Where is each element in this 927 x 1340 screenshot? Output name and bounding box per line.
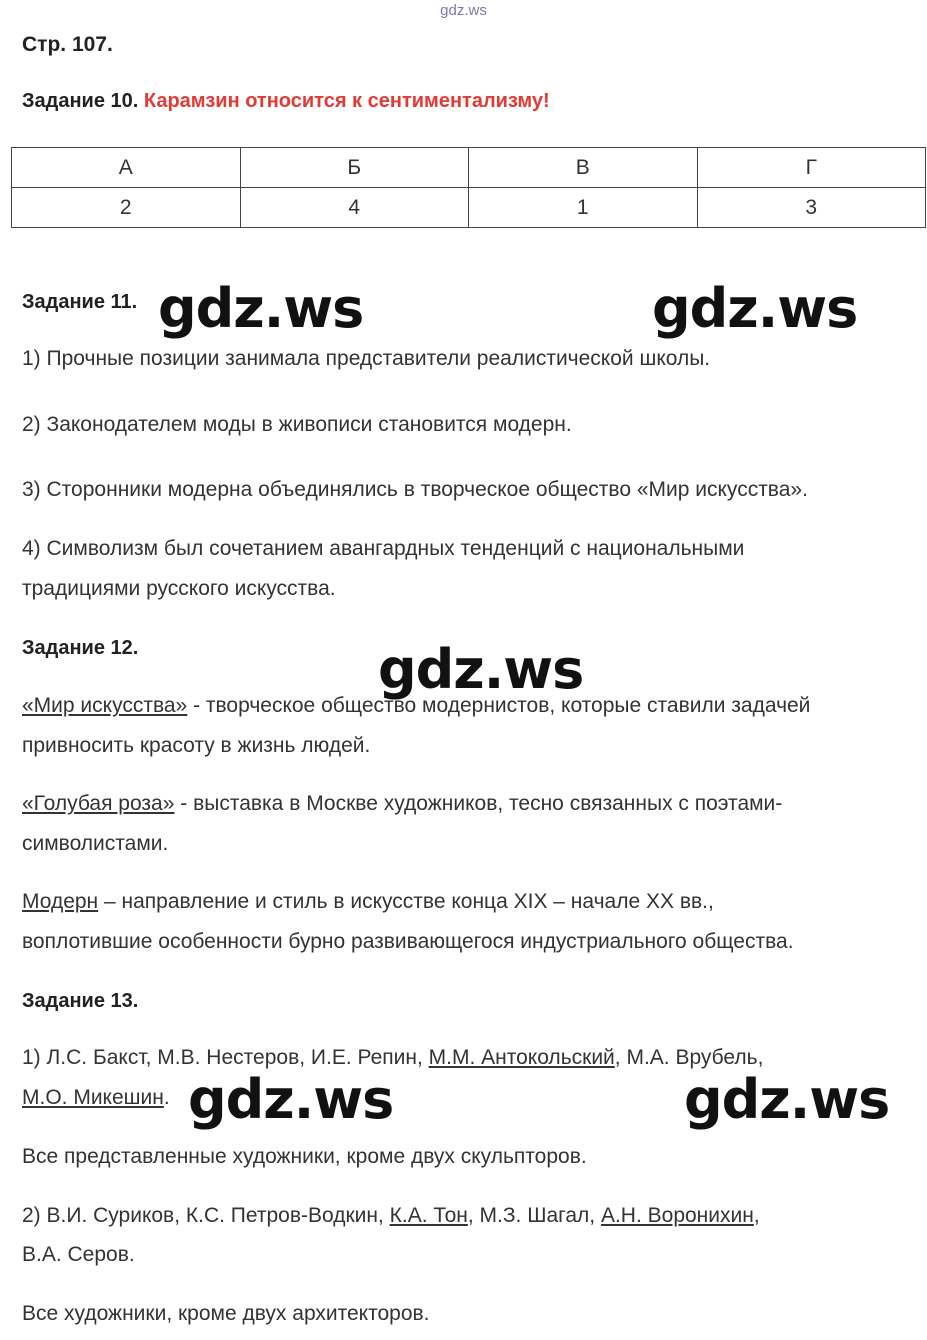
table-cell: 1 [469, 188, 698, 228]
watermark: gdz.ws [188, 1068, 394, 1131]
answer-1-line [22, 1046, 763, 1070]
definition-text: – направление и стиль в искусстве конца XIX – начале XX вв., [98, 890, 714, 913]
watermark: gdz.ws [158, 277, 364, 340]
answer-2-line-2: В.А. Серов. [22, 1243, 135, 1266]
definition-term: Модерн [22, 890, 99, 913]
answer-1-line-2 [22, 1086, 170, 1110]
answer-2-line [22, 1204, 760, 1228]
definition-continuation: воплотившие особенности бурно развивающегося индустриального общества. [22, 930, 794, 953]
definition-line [22, 792, 782, 816]
definition-term: «Голубая роза» [22, 792, 175, 815]
table-cell: 2 [12, 188, 241, 228]
table-row [12, 188, 926, 228]
task-12-heading: Задание 12. [22, 637, 139, 659]
answer-2-note: Все художники, кроме двух архитекторов. [22, 1302, 430, 1325]
answer-text: , М.З. Шагал, [467, 1204, 601, 1227]
definition-continuation: привносить красоту в жизнь людей. [22, 734, 371, 757]
answer-table [11, 147, 926, 228]
definition-text: - творческое общество модернистов, которые ставили задачей [187, 694, 811, 717]
page-reference: Стр. 107. [22, 33, 113, 56]
task-13-heading: Задание 13. [22, 990, 139, 1012]
table-header-cell: Г [697, 148, 926, 188]
task-11-line: традициями русского искусства. [22, 577, 336, 600]
table-row [12, 148, 926, 188]
underlined-name: М.О. Микешин [22, 1086, 164, 1109]
answer-text: 1) Л.С. Бакст, М.В. Нестеров, И.Е. Репин, [22, 1046, 429, 1069]
task-11-line: 3) Сторонники модерна объединялись в творческое общество «Мир искусства». [22, 478, 808, 501]
underlined-name: К.А. Тон [389, 1204, 468, 1227]
task-10-heading [22, 90, 550, 113]
top-watermark: gdz.ws [440, 2, 487, 19]
answer-text: 2) В.И. Суриков, К.С. Петров-Водкин, [22, 1204, 390, 1227]
task-11-line: 2) Законодателем моды в живописи становится модерн. [22, 413, 572, 436]
table-header-cell: В [469, 148, 698, 188]
watermark: gdz.ws [378, 638, 584, 701]
table-cell: 4 [240, 188, 469, 228]
watermark: gdz.ws [684, 1068, 890, 1131]
watermark: gdz.ws [652, 277, 858, 340]
task-11-line: 4) Символизм был сочетанием авангардных тенденций с национальными [22, 537, 745, 560]
definition-term: «Мир искусства» [22, 694, 188, 717]
task-11-line: 1) Прочные позиции занимала представители реалистической школы. [22, 347, 711, 370]
table-header-cell: Б [240, 148, 469, 188]
answer-text: , [753, 1204, 760, 1227]
table-cell: 3 [697, 188, 926, 228]
table-header-cell: А [12, 148, 241, 188]
task-10-note: Карамзин относится к сентиментализму! [143, 90, 550, 112]
definition-text: - выставка в Москве художников, тесно связанных с поэтами- [174, 792, 783, 815]
underlined-name: А.Н. Воронихин [600, 1204, 754, 1227]
task-10-label: Задание 10. [22, 90, 139, 112]
definition-continuation: символистами. [22, 832, 169, 855]
task-11-heading: Задание 11. [22, 291, 138, 313]
underlined-name: М.М. Антокольский [428, 1046, 615, 1069]
answer-1-note: Все представленные художники, кроме двух скульпторов. [22, 1145, 587, 1168]
definition-line [22, 890, 714, 914]
answer-text: . [163, 1086, 170, 1109]
answer-text: , М.А. Врубель, [614, 1046, 764, 1069]
